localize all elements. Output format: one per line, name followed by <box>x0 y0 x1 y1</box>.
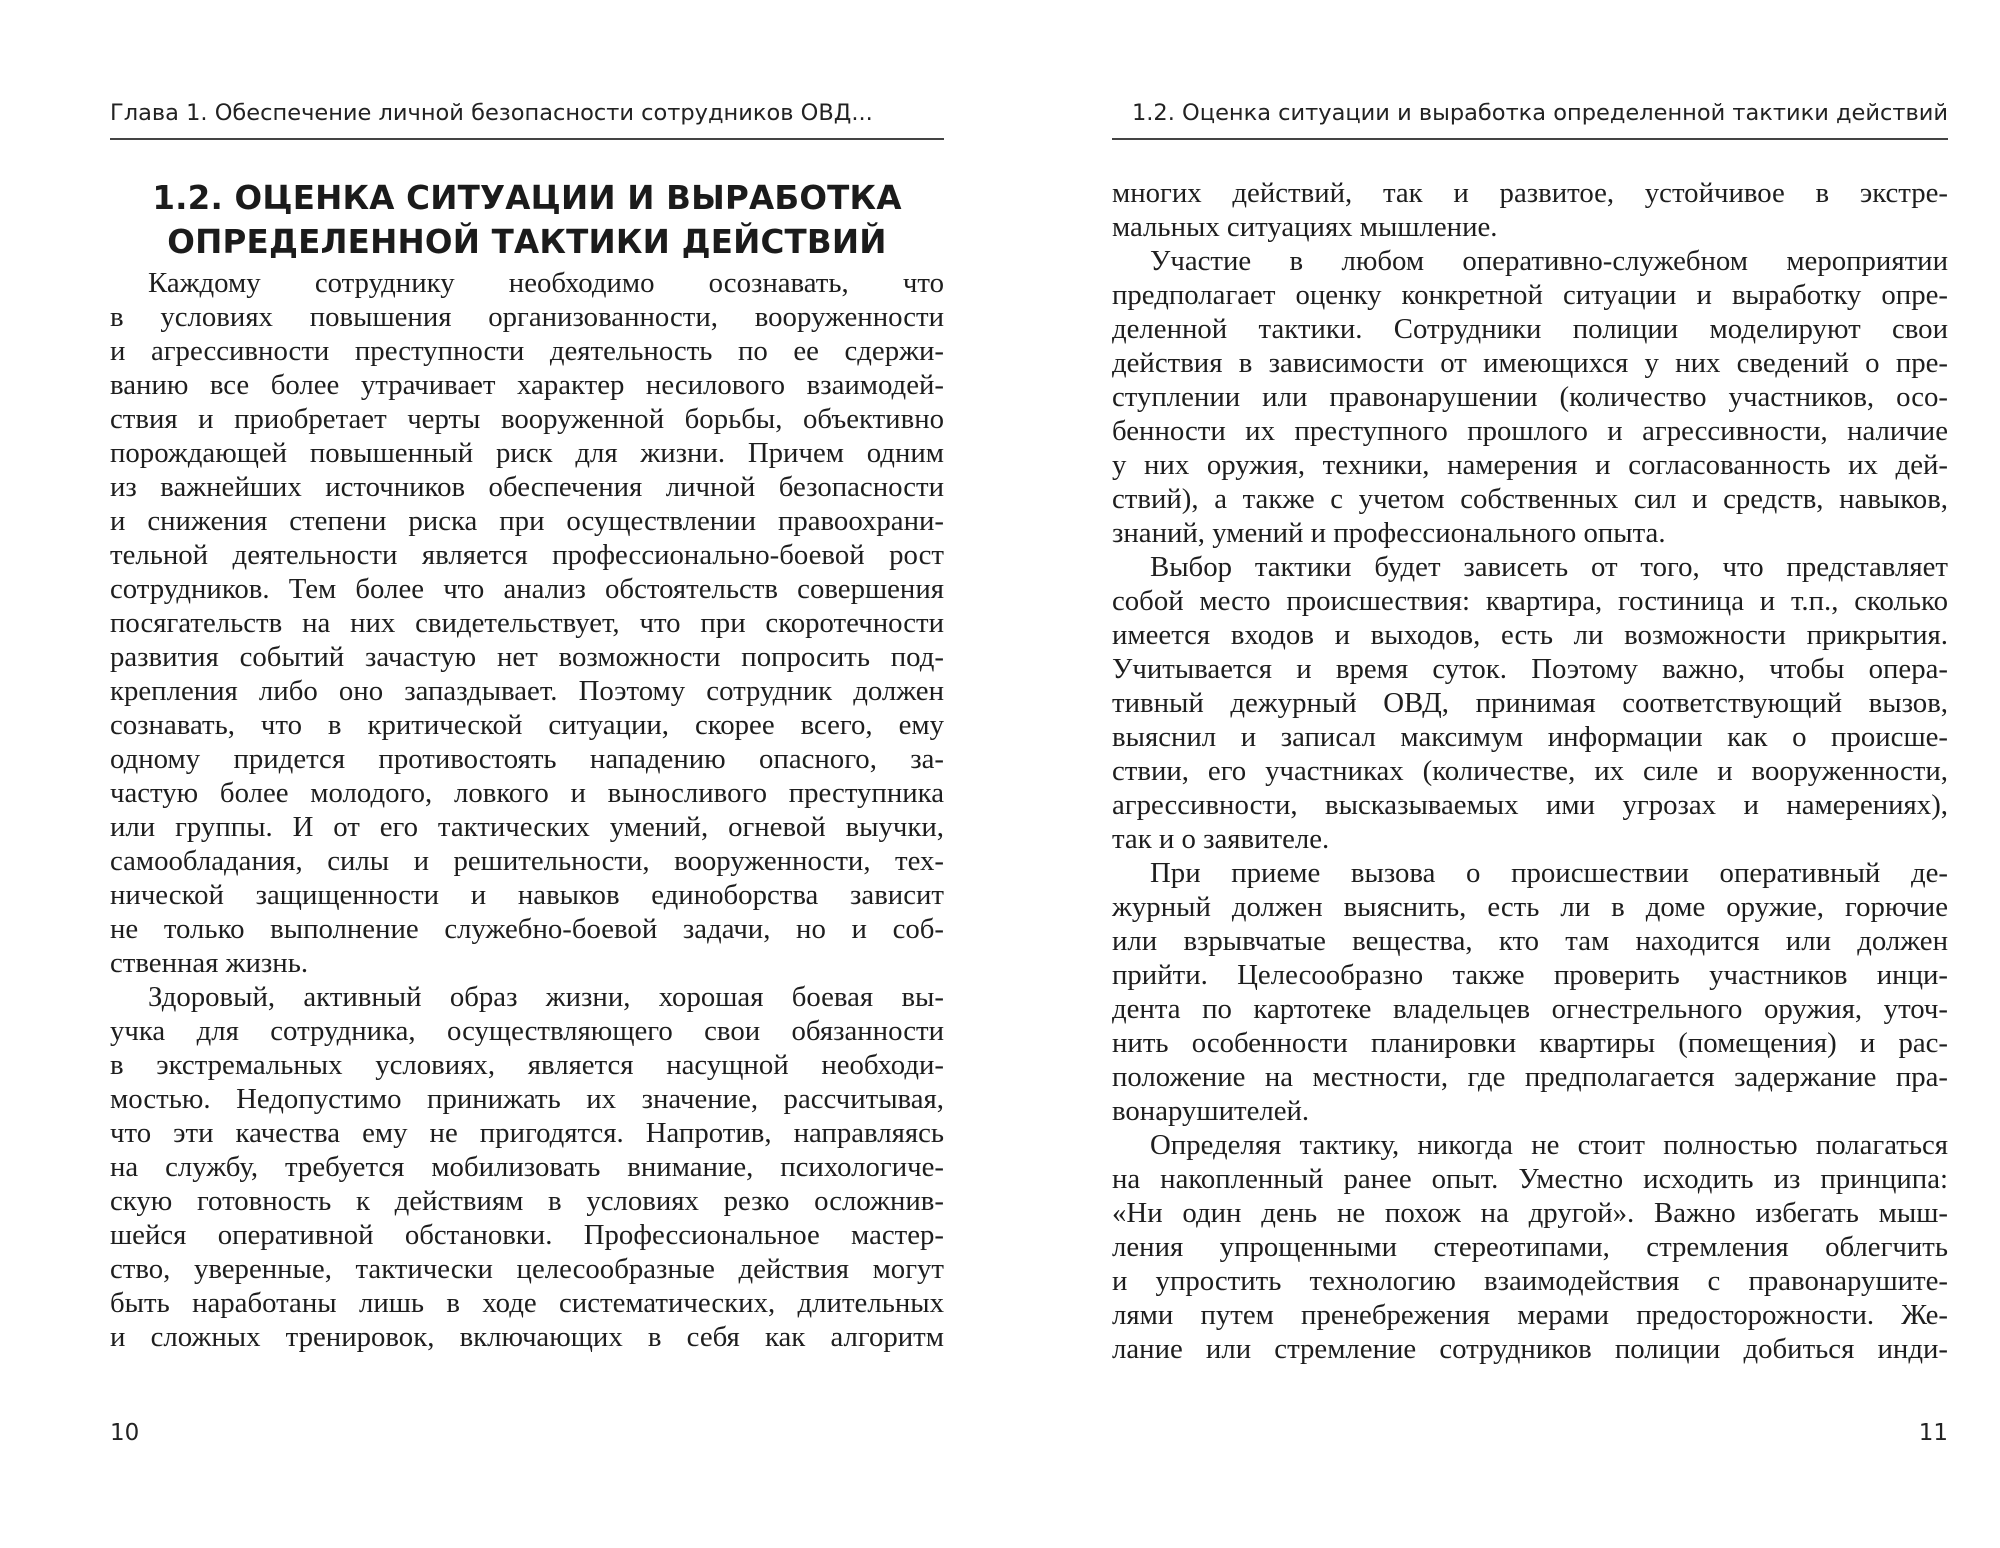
text-line: и снижения степени риска при осуществлении правоохрани- <box>110 505 944 537</box>
header-rule <box>1112 138 1948 140</box>
text-line: крепления либо оно запаздывает. Поэтому сотрудник должен <box>110 675 944 707</box>
text-line: ство, уверенные, тактически целесообразные действия могут <box>110 1253 944 1285</box>
text-line: положение на местности, где предполагается задержание пра- <box>1112 1061 1948 1093</box>
text-line: мостью. Недопустимо принижать их значение, рассчитывая, <box>110 1083 944 1115</box>
text-line: прийти. Целесообразно также проверить участников инци- <box>1112 959 1948 991</box>
header-rule <box>110 138 944 140</box>
text-line: собой место происшествия: квартира, гостиница и т.п., сколько <box>1112 585 1948 617</box>
paragraph <box>1112 1128 1948 1366</box>
text-line: ствия и приобретает черты вооруженной борьбы, объективно <box>110 403 944 435</box>
text-line: лями путем пренебрежения мерами предосторожности. Же- <box>1112 1299 1948 1331</box>
text-line: имеется входов и выходов, есть ли возможности прикрытия. <box>1112 619 1948 651</box>
running-head: Глава 1. Обеспечение личной безопасности сотрудников ОВД... <box>110 100 873 126</box>
text-line: Выбор тактики будет зависеть от того, что представляет <box>1150 551 1948 583</box>
text-line: бенности их преступного прошлого и агрессивности, наличие <box>1112 415 1948 447</box>
text-line: частую более молодого, ловкого и выносливого преступника <box>110 777 944 809</box>
text-line: ствии, его участниках (количестве, их силе и вооруженности, <box>1112 755 1948 787</box>
text-line: в экстремальных условиях, является насущной необходи- <box>110 1049 944 1081</box>
text-line: выяснил и записал максимум информации как о происше- <box>1112 721 1948 753</box>
text-line: из важнейших источников обеспечения личной безопасности <box>110 471 944 503</box>
text-line: не только выполнение служебно-боевой задачи, но и соб- <box>110 913 944 945</box>
text-line: у них оружия, техники, намерения и согласованность их дей- <box>1112 449 1948 481</box>
text-line: что эти качества ему не пригодятся. Напротив, направляясь <box>110 1117 944 1149</box>
text-line: Каждому сотруднику необходимо осознавать, что <box>148 267 944 299</box>
text-line: самообладания, силы и решительности, вооруженности, тех- <box>110 845 944 877</box>
text-line: и агрессивности преступности деятельность по ее сдержи- <box>110 335 944 367</box>
text-line: предполагает оценку конкретной ситуации и выработку опре- <box>1112 279 1948 311</box>
text-line: При приеме вызова о происшествии оперативный де- <box>1150 857 1948 889</box>
text-line: многих действий, так и развитое, устойчивое в экстре- <box>1112 177 1948 209</box>
right-page <box>1112 0 1948 1548</box>
body-text <box>1112 176 1948 1366</box>
text-line: или группы. И от его тактических умений, огневой выучки, <box>110 811 944 843</box>
text-line: и упростить технологию взаимодействия с правонарушите- <box>1112 1265 1948 1297</box>
text-line: сотрудников. Тем более что анализ обстоятельств совершения <box>110 573 944 605</box>
paragraph <box>1112 856 1948 1128</box>
text-line: нить особенности планировки квартиры (помещения) и рас- <box>1112 1027 1948 1059</box>
text-line: ления упрощенными стереотипами, стремления облегчить <box>1112 1231 1948 1263</box>
text-line: на службу, требуется мобилизовать внимание, психологиче- <box>110 1151 944 1183</box>
page-number: 11 <box>1918 1420 1948 1446</box>
paragraph <box>1112 550 1948 856</box>
text-line: ствий), а также с учетом собственных сил и средств, навыков, <box>1112 483 1948 515</box>
text-line: шейся оперативной обстановки. Профессиональное мастер- <box>110 1219 944 1251</box>
section-title <box>110 176 944 264</box>
page-number: 10 <box>110 1420 140 1446</box>
section-title-line: ОПРЕДЕЛЕННОЙ ТАКТИКИ ДЕЙСТВИЙ <box>167 223 887 261</box>
text-line: на накопленный ранее опыт. Уместно исходить из принципа: <box>1112 1163 1948 1195</box>
left-page <box>110 0 944 1548</box>
text-line: одному придется противостоять нападению опасного, за- <box>110 743 944 775</box>
text-line: дента по картотеке владельцев огнестрельного оружия, уточ- <box>1112 993 1948 1025</box>
text-line: учка для сотрудника, осуществляющего свои обязанности <box>110 1015 944 1047</box>
text-line: тельной деятельности является профессионально-боевой рост <box>110 539 944 571</box>
text-line: нической защищенности и навыков единоборства зависит <box>110 879 944 911</box>
text-line: или взрывчатые вещества, кто там находится или должен <box>1112 925 1948 957</box>
text-line: в условиях повышения организованности, вооруженности <box>110 301 944 333</box>
text-line: Участие в любом оперативно-служебном мероприятии <box>1150 245 1948 277</box>
text-line: и сложных тренировок, включающих в себя как алгоритм <box>110 1321 944 1353</box>
text-line: знаний, умений и профессионального опыта. <box>1112 517 1666 549</box>
text-line: сознавать, что в критической ситуации, скорее всего, ему <box>110 709 944 741</box>
text-line: ступлении или правонарушении (количество участников, осо- <box>1112 381 1948 413</box>
text-line: порождающей повышенный риск для жизни. Причем одним <box>110 437 944 469</box>
text-line: так и о заявителе. <box>1112 823 1330 855</box>
text-line: тивный дежурный ОВД, принимая соответствующий вызов, <box>1112 687 1948 719</box>
paragraph <box>1112 244 1948 550</box>
running-head: 1.2. Оценка ситуации и выработка определенной тактики действий <box>1131 100 1948 126</box>
section-title-line: 1.2. ОЦЕНКА СИТУАЦИИ И ВЫРАБОТКА <box>152 179 902 217</box>
paragraph <box>110 980 944 1354</box>
text-line: «Ни один день не похож на другой». Важно избегать мыш- <box>1112 1197 1948 1229</box>
text-line: развития событий зачастую нет возможности попросить под- <box>110 641 944 673</box>
text-line: скую готовность к действиям в условиях резко осложнив- <box>110 1185 944 1217</box>
body-text <box>110 266 944 1354</box>
text-line: деленной тактики. Сотрудники полиции моделируют свои <box>1112 313 1948 345</box>
text-line: Определяя тактику, никогда не стоит полностью полагаться <box>1150 1129 1948 1161</box>
text-line: ственная жизнь. <box>110 947 309 979</box>
paragraph <box>110 266 944 980</box>
text-line: Учитывается и время суток. Поэтому важно, чтобы опера- <box>1112 653 1948 685</box>
paragraph <box>1112 176 1948 244</box>
text-line: быть наработаны лишь в ходе систематических, длительных <box>110 1287 944 1319</box>
text-line: агрессивности, высказываемых ими угрозах и намерениях), <box>1112 789 1948 821</box>
text-line: лание или стремление сотрудников полиции добиться инди- <box>1112 1333 1948 1365</box>
text-line: вонарушителей. <box>1112 1095 1310 1127</box>
text-line: действия в зависимости от имеющихся у них сведений о пре- <box>1112 347 1948 379</box>
text-line: посягательств на них свидетельствует, что при скоротечности <box>110 607 944 639</box>
text-line: мальных ситуациях мышление. <box>1112 211 1498 243</box>
text-line: ванию все более утрачивает характер несилового взаимодей- <box>110 369 944 401</box>
text-line: Здоровый, активный образ жизни, хорошая боевая вы- <box>148 981 944 1013</box>
text-line: журный должен выяснить, есть ли в доме оружие, горючие <box>1112 891 1948 923</box>
